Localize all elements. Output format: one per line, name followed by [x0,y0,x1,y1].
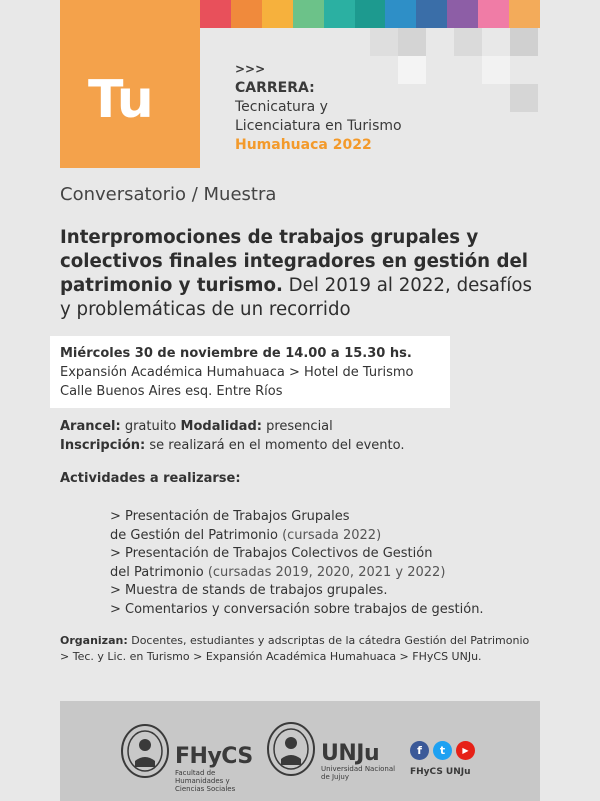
registration-value: se realizará en el momento del evento. [145,438,405,453]
pixel [510,84,538,112]
organizers-text: Docentes, estudiantes y adscriptas de la cátedra Gestión del Patrimonio > Tec. y Lic. en Turismo > Expansión Académica Humahuaca > FHyCS UNJu. [60,634,530,663]
tu-logo-text: Tu [88,70,153,130]
activity-text: de Gestión del Patrimonio [110,527,278,543]
activity-item: > Muestra de stands de trabajos grupales. [110,583,388,599]
pixel [482,56,510,84]
place-year: Humahuaca 2022 [235,137,372,153]
event-details-box [50,336,450,408]
career-line2: Licenciatura en Turismo [235,118,402,134]
career-label: CARRERA: [235,80,315,96]
organizers [60,633,530,665]
color-swatch [262,0,293,28]
color-swatch [200,0,231,28]
event-date-time: Miércoles 30 de noviembre de 14.00 a 15.30 hs. [60,346,412,361]
color-swatch [478,0,509,28]
pixel [398,28,426,56]
event-address: Calle Buenos Aires esq. Entre Ríos [60,384,283,399]
activity-note: (cursadas 2019, 2020, 2021 y 2022) [203,564,446,580]
fee-value: gratuito [120,419,181,434]
activities-list [110,508,484,620]
facebook-icon[interactable]: f [410,741,429,760]
registration-label: Inscripción: [60,438,146,453]
event-type: Conversatorio / Muestra [60,184,277,205]
unju-subtitle: Universidad Nacional de Jujuy [321,765,396,781]
activity-item: > Presentación de Trabajos Grupales [110,509,350,524]
color-swatch [385,0,416,28]
fhycs-logo-text: FHyCS [175,744,253,769]
youtube-icon[interactable]: ▶ [456,741,475,760]
activity-item: > Comentarios y conversación sobre trabajos de gestión. [110,601,484,617]
fee-mode-line [60,417,404,436]
activity-note: (cursada 2022) [277,527,382,543]
activity-item [110,527,484,546]
fhycs-subtitle: Facultad de Humanidades y Ciencias Sociales [175,769,236,793]
fhycs-seal-icon [120,723,170,779]
mode-label: Modalidad: [180,419,262,434]
headline [60,226,540,322]
arrows-marker: >>> [235,62,266,76]
career-line1: Tecnicatura y [235,99,328,115]
color-swatch [355,0,386,28]
mode-value: presencial [261,419,333,434]
headline-normal: Del 2019 al 2022, desafíos y problemáticas de un recorrido [60,275,532,320]
social-icons [410,741,475,760]
activities-title: Actividades a realizarse: [60,471,241,486]
color-swatch [324,0,355,28]
twitter-icon[interactable]: t [433,741,452,760]
activity-item: > Presentación de Trabajos Colectivos de Gestión [110,546,433,562]
headline-bold: Interpromociones de trabajos grupales y colectivos finales integradores en gestión del patrimonio y turismo. [60,227,529,296]
event-info [60,417,404,455]
pixel [454,28,482,56]
color-swatch [416,0,447,28]
organizers-label: Organizan: [60,634,128,647]
pixel [398,56,426,84]
activity-item [110,564,484,583]
color-swatch [447,0,478,28]
event-venue: Expansión Académica Humahuaca > Hotel de Turismo [60,365,414,380]
fee-label: Arancel: [60,419,121,434]
pixel [370,28,398,56]
career-header [235,60,402,155]
unju-logo-text: UNJu [321,741,380,766]
registration-line [60,436,404,455]
social-handle: FHyCS UNJu [410,767,471,777]
color-swatch [509,0,540,28]
color-bar [200,0,540,28]
color-swatch [231,0,262,28]
footer [60,701,540,801]
activity-text: del Patrimonio [110,564,204,580]
pixel [510,28,538,56]
color-swatch [293,0,324,28]
unju-seal-icon [266,721,316,777]
